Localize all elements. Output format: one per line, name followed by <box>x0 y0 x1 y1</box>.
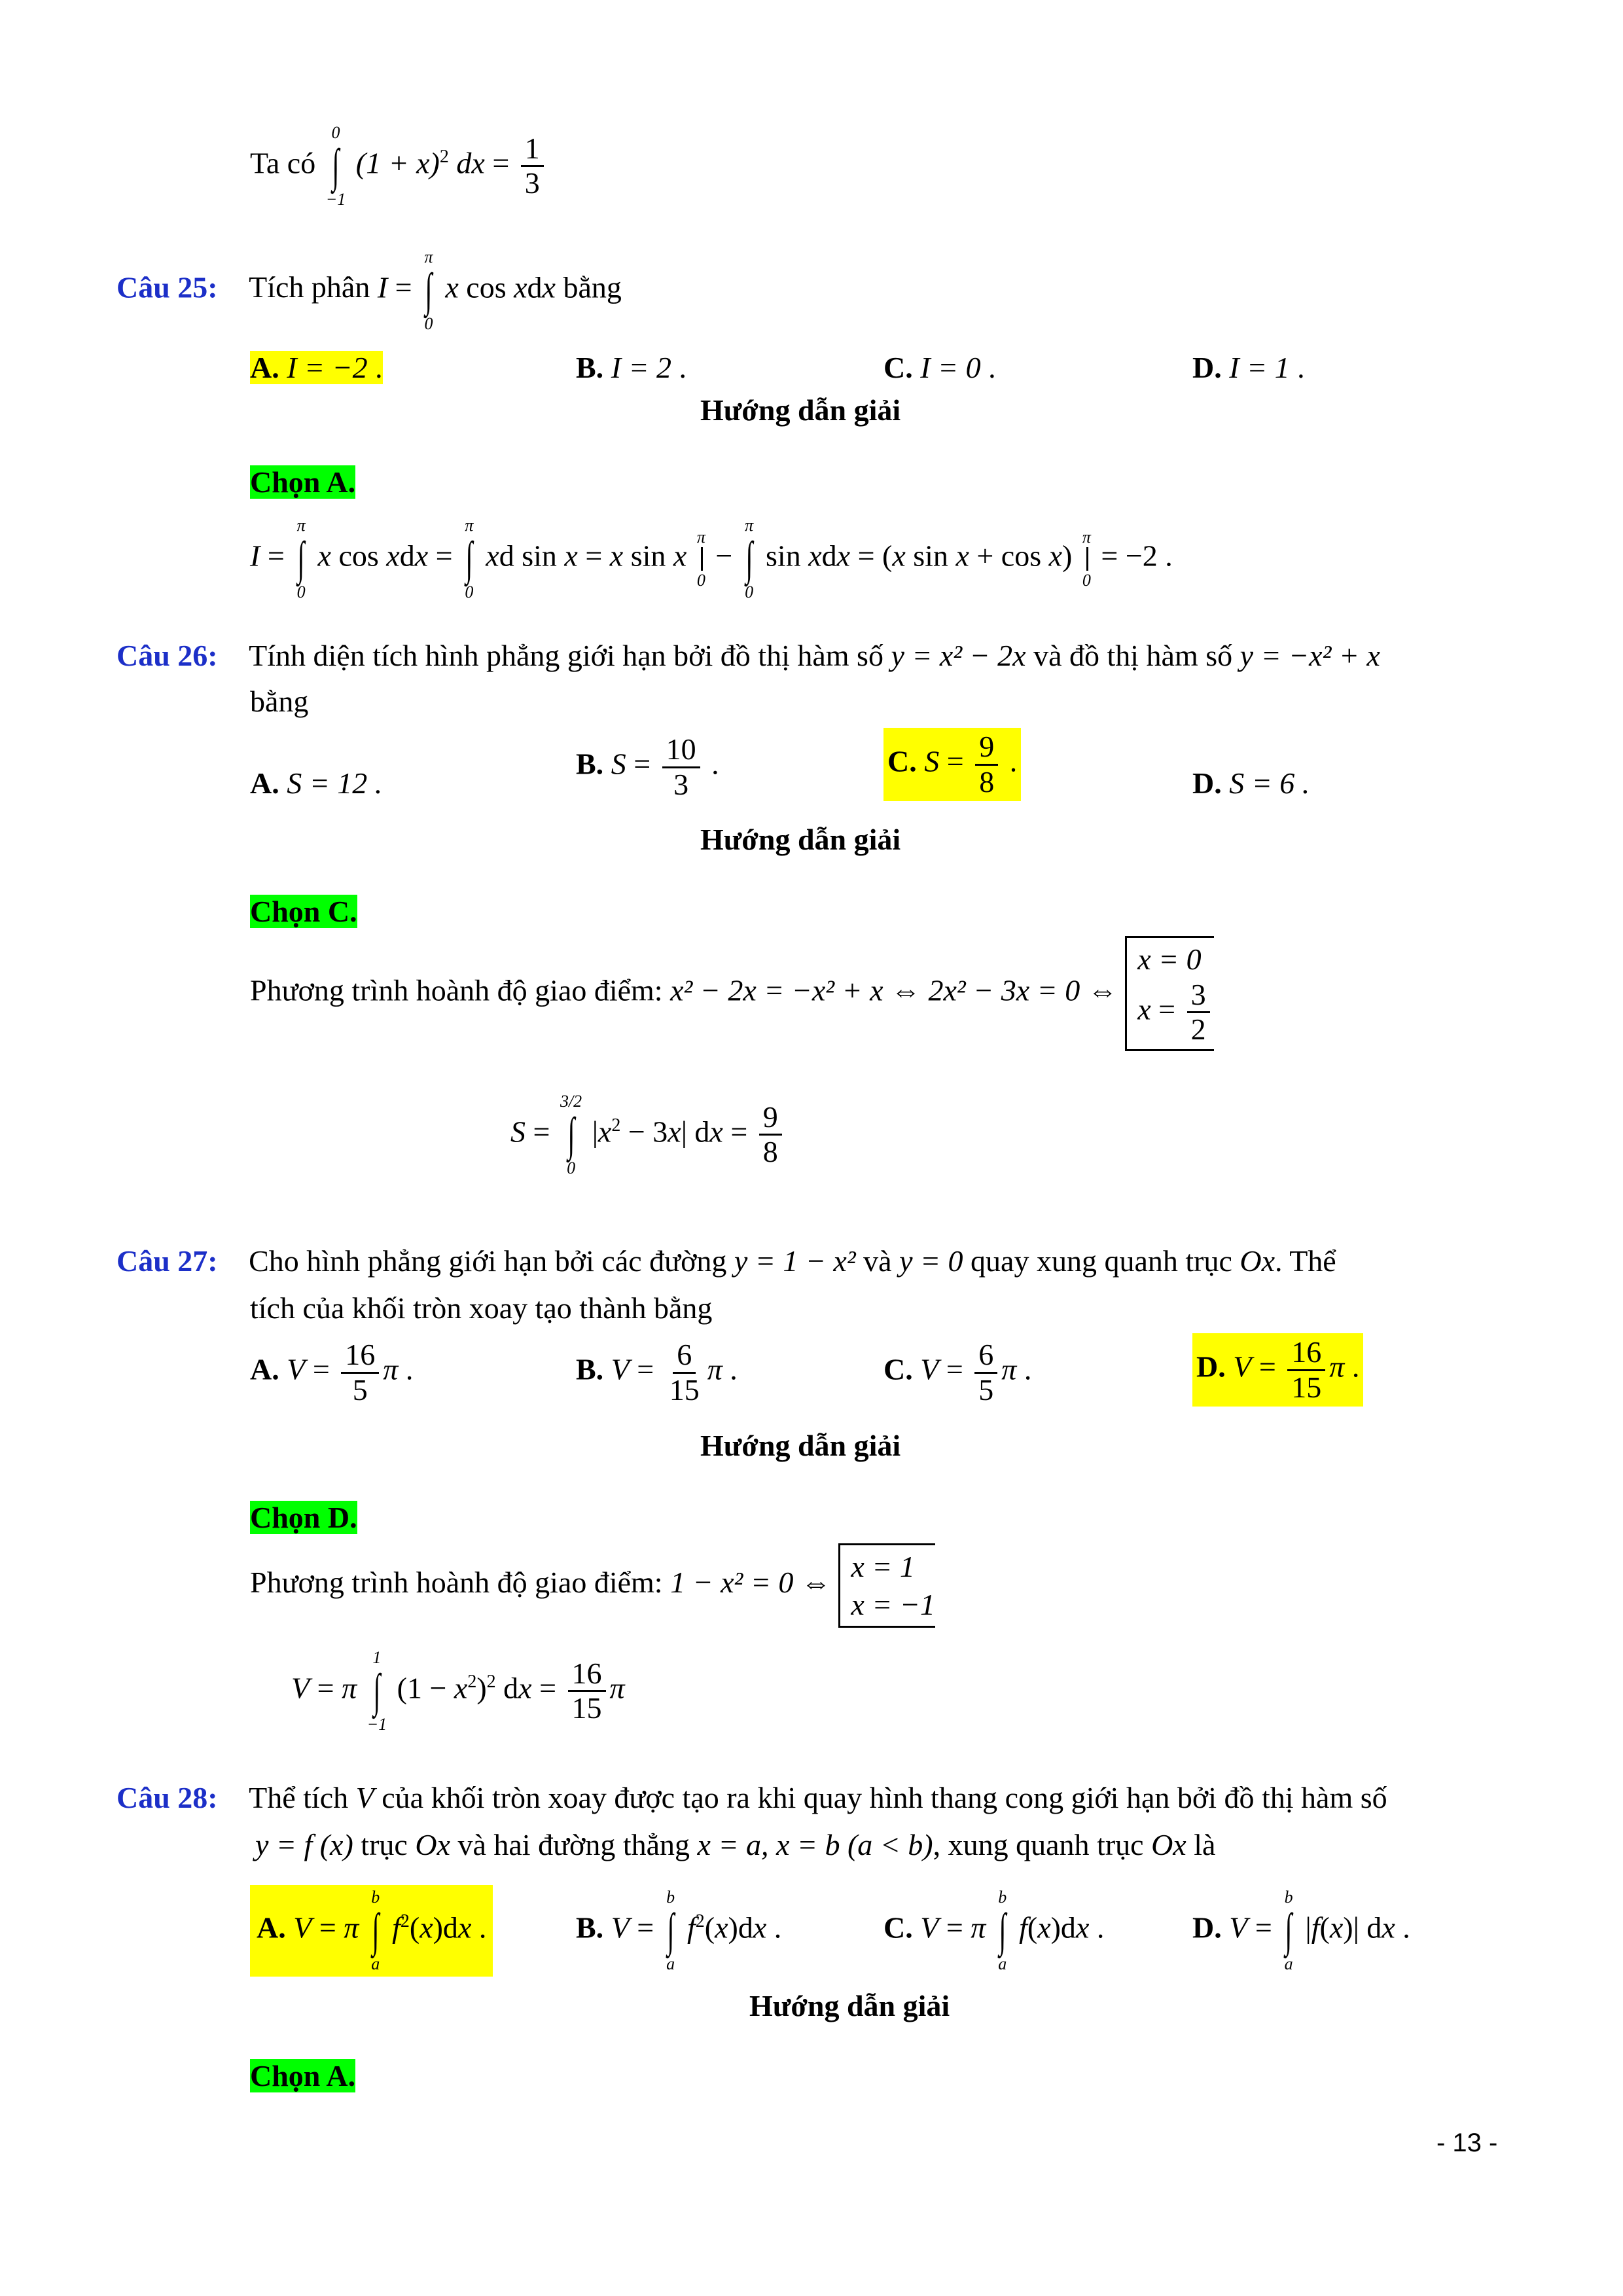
q28-label: Câu 28: <box>116 1781 218 1814</box>
q27-stem: Câu 27: Cho hình phẳng giới hạn bởi các đường y = 1 − x² và y = 0 quay xung quanh trục Ox. Thể <box>116 1244 1336 1278</box>
q26-option-b[interactable]: B. S = $\frac{10}{3}$ . <box>576 732 719 801</box>
q25-option-c[interactable]: C. I = 0 . <box>883 351 996 384</box>
q27-choice: Chọn D. <box>250 1501 357 1534</box>
q27-stem-line2: tích của khối tròn xoay tạo thành bằng <box>250 1291 713 1325</box>
q25-solution: I = π ∫ 0 x cos xdx = π ∫ 0 xd sin x = x sin x π 0 − π ∫ 0 sin xdx = (x sin x + cos x) π 0 = −2 . <box>250 516 1173 601</box>
q28-choice: Chọn A. <box>250 2059 356 2092</box>
evaluation-bar: π 0 <box>696 527 705 590</box>
intro-text: Ta có <box>250 146 316 180</box>
intro-result: $\frac{1}{3}$ <box>521 132 544 200</box>
q25-guide-heading: Hướng dẫn giải <box>700 393 901 427</box>
q27-option-c[interactable]: C. V = $\frac{6}{5}$ π . <box>883 1338 1032 1407</box>
q28-option-d[interactable]: D. V = b ∫ a |f(x)| dx . <box>1192 1888 1410 1973</box>
q25-option-d[interactable]: D. I = 1 . <box>1192 351 1305 384</box>
root-bracket: x = 0 x = $\frac{3}{2}$ <box>1125 936 1213 1051</box>
root-bracket: x = 1 x = −1 <box>838 1543 935 1628</box>
q28-option-b[interactable]: B. V = b ∫ a $f^2(x)dx$ . <box>576 1888 782 1973</box>
q26-stem-tail: bằng <box>250 685 309 718</box>
q28-option-a[interactable]: A. V = π b ∫ a $f^2(x)dx$ . <box>250 1885 493 1977</box>
integral-sign: π ∫ 0 <box>465 516 474 601</box>
q27-guide-heading: Hướng dẫn giải <box>700 1429 901 1462</box>
q26-area: S = 3/2 ∫ 0 $|x^2 - 3x|$ dx = $\frac{9}{8}$ <box>510 1093 786 1177</box>
q26-stem: Câu 26: Tính diện tích hình phẳng giới hạn bởi đồ thị hàm số y = x² − 2x và đồ thị hàm số y = −x² + x <box>116 639 1380 672</box>
q25-option-b[interactable]: B. I = 2 . <box>576 351 687 384</box>
integral-sign: 0 ∫ −1 <box>325 123 346 209</box>
integral-sign: π ∫ 0 <box>296 516 306 601</box>
integral-sign: π ∫ 0 <box>424 247 433 333</box>
q28-guide-heading: Hướng dẫn giải <box>749 1989 950 2022</box>
integral-sign: b ∫ a <box>371 1888 380 1973</box>
integral-sign: b ∫ a <box>1284 1888 1293 1973</box>
q26-label: Câu 26: <box>116 639 218 672</box>
integral-sign: b ∫ a <box>998 1888 1007 1973</box>
q26-choice: Chọn C. <box>250 895 357 928</box>
q27-option-b[interactable]: B. V = $\frac{6}{15}$ π . <box>576 1338 738 1407</box>
integral-sign: 1 ∫ −1 <box>366 1648 387 1734</box>
q27-label: Câu 27: <box>116 1244 218 1278</box>
q25-stem: Câu 25: Tích phân I = π ∫ 0 x cos xdx bằng <box>116 247 622 333</box>
integral-sign: 3/2 ∫ 0 <box>560 1092 582 1177</box>
q26-option-d[interactable]: D. S = 6 . <box>1192 766 1310 800</box>
q27-option-a[interactable]: A. V = $\frac{16}{5}$ π . <box>250 1338 414 1407</box>
q26-option-a[interactable]: A. S = 12 . <box>250 766 383 800</box>
q25-label: Câu 25: <box>116 270 218 304</box>
q28-stem: Câu 28: Thể tích V của khối tròn xoay được tạo ra khi quay hình thang cong giới hạn bởi đồ thị hàm số <box>116 1781 1387 1814</box>
q27-equation: Phương trình hoành độ giao điểm: 1 − x² = 0 ⇔ x = 1 x = −1 <box>250 1543 935 1628</box>
q27-option-d[interactable]: D. V = $\frac{16}{15}$ π . <box>1192 1333 1363 1407</box>
page-number: - 13 - <box>1436 2128 1498 2157</box>
intro-line: Ta có 0 ∫ −1 $(1 + x)^2$ dx = $\frac{1}{3}$ <box>250 124 548 208</box>
q28-stem-line2: y = f (x) trục Ox và hai đường thẳng x = a, x = b (a < b), xung quanh trục Ox là <box>255 1828 1216 1861</box>
q26-guide-heading: Hướng dẫn giải <box>700 823 901 856</box>
integral-sign: π ∫ 0 <box>745 516 754 601</box>
q26-option-c[interactable]: C. S = $\frac{9}{8}$ . <box>883 728 1021 801</box>
q25-choice: Chọn A. <box>250 465 356 499</box>
q25-option-a[interactable]: A. I = −2 . <box>250 351 383 384</box>
q26-equation: Phương trình hoành độ giao điểm: x² − 2x = −x² + x ⇔ 2x² − 3x = 0 ⇔ x = 0 x = $\frac{3}{2}$ <box>250 936 1214 1051</box>
evaluation-bar: π 0 <box>1082 527 1091 590</box>
q27-volume: V = π 1 ∫ −1 $(1 - x^2)^2$ dx = $\frac{16}{15}$ π <box>291 1648 625 1734</box>
q28-option-c[interactable]: C. V = π b ∫ a f(x)dx . <box>883 1888 1105 1973</box>
integral-sign: b ∫ a <box>666 1888 675 1973</box>
